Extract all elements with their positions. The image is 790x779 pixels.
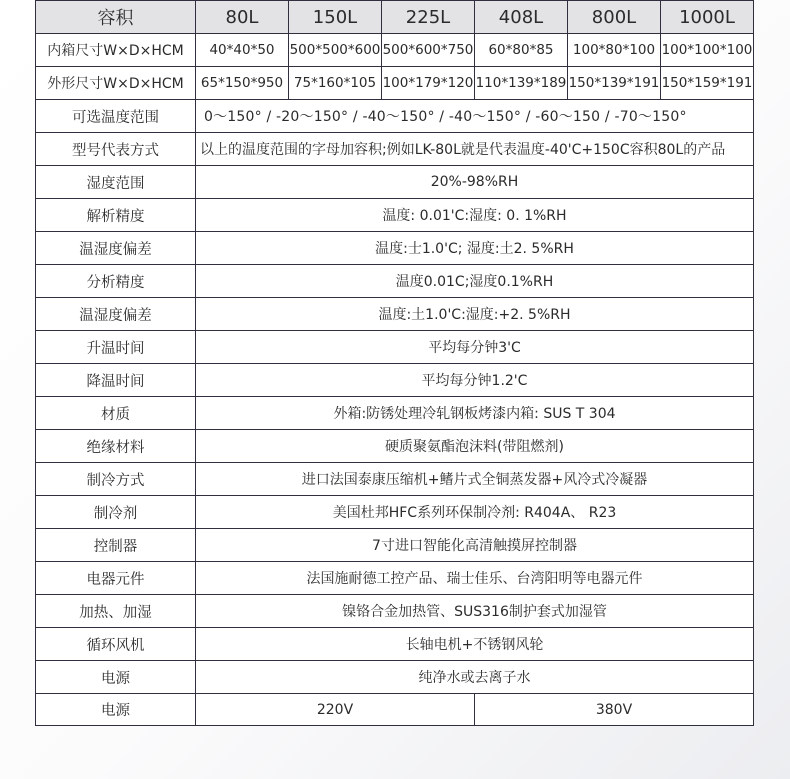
row-label: 型号代表方式: [36, 133, 196, 166]
table-cell: 40*40*50: [196, 34, 289, 67]
table-row: [36, 199, 754, 232]
row-label: 可选温度范围: [36, 100, 196, 133]
row-label: 控制器: [36, 529, 196, 562]
inner-size-row: [36, 34, 754, 67]
row-label: 材质: [36, 397, 196, 430]
table-cell: 0～150° / -20～150° / -40～150° / -40～150° / -60～150 / -70～150°: [196, 100, 754, 133]
table-cell: 长轴电机+不锈钢风轮: [196, 628, 754, 661]
row-label: 温湿度偏差: [36, 298, 196, 331]
row-label: 电源: [36, 694, 196, 726]
header-col: 800L: [568, 1, 661, 34]
table-cell: 法国施耐德工控产品、瑞士佳乐、台湾阳明等电器元件: [196, 562, 754, 595]
header-col: 1000L: [661, 1, 754, 34]
table-cell: 镍铬合金加热管、SUS316制护套式加湿管: [196, 595, 754, 628]
table-cell: 进口法国泰康压缩机+鳍片式全铜蒸发器+风冷式冷凝器: [196, 463, 754, 496]
header-col: 80L: [196, 1, 289, 34]
table-cell: 温度:士1.0'C; 湿度:土2. 5%RH: [196, 232, 754, 265]
table-row: [36, 595, 754, 628]
table-row: [36, 364, 754, 397]
table-cell: 以上的温度范围的字母加容积;例如LK-80L就是代表温度-40'C+150C容积80L的产品: [196, 133, 754, 166]
table-cell: 硬质聚氨酯泡沫料(带阻燃剂): [196, 430, 754, 463]
temp-range-row: [36, 100, 754, 133]
header-col: 225L: [382, 1, 475, 34]
row-label: 内箱尺寸W×D×HCM: [36, 34, 196, 67]
table-cell: 500*600*750: [382, 34, 475, 67]
table-cell: 平均每分钟3'C: [196, 331, 754, 364]
row-label: 湿度范围: [36, 166, 196, 199]
table-cell: 温度: 0.01'C:湿度: 0. 1%RH: [196, 199, 754, 232]
row-label: 分析精度: [36, 265, 196, 298]
header-row: [36, 1, 754, 34]
row-label: 循环风机: [36, 628, 196, 661]
table-row: [36, 331, 754, 364]
table-cell: 温度0.01C;湿度0.1%RH: [196, 265, 754, 298]
row-label: 制冷方式: [36, 463, 196, 496]
table-row: [36, 529, 754, 562]
header-label: 容积: [36, 1, 196, 34]
table-row: [36, 661, 754, 694]
table-row: [36, 397, 754, 430]
table-cell: 100*100*100: [661, 34, 754, 67]
table-row: [36, 463, 754, 496]
table-cell: 150*159*191: [661, 67, 754, 100]
table-cell: 外箱:防锈处理冷轧钢板烤漆内箱: SUS T 304: [196, 397, 754, 430]
row-label: 升温时间: [36, 331, 196, 364]
row-label: 降温时间: [36, 364, 196, 397]
table-cell: 纯净水或去离子水: [196, 661, 754, 694]
table-cell: 150*139*191: [568, 67, 661, 100]
table-cell: 380V: [475, 694, 754, 726]
power-row: [36, 694, 754, 726]
table-row: [36, 496, 754, 529]
table-cell: 100*80*100: [568, 34, 661, 67]
table-row: [36, 298, 754, 331]
table-row: [36, 562, 754, 595]
row-label: 电器元件: [36, 562, 196, 595]
header-col: 150L: [289, 1, 382, 34]
row-label: 解析精度: [36, 199, 196, 232]
row-label: 绝缘材料: [36, 430, 196, 463]
row-label: 电源: [36, 661, 196, 694]
spec-table: [35, 0, 754, 726]
table-row: [36, 166, 754, 199]
table-cell: 110*139*189: [475, 67, 568, 100]
table-cell: 美国杜邦HFC系列环保制冷剂: R404A、 R23: [196, 496, 754, 529]
table-cell: 60*80*85: [475, 34, 568, 67]
table-cell: 220V: [196, 694, 475, 726]
table-row: [36, 232, 754, 265]
row-label: 温湿度偏差: [36, 232, 196, 265]
outer-size-row: [36, 67, 754, 100]
table-cell: 100*179*120: [382, 67, 475, 100]
table-cell: 7寸进口智能化高清触摸屏控制器: [196, 529, 754, 562]
model-rule-row: [36, 133, 754, 166]
table-cell: 65*150*950: [196, 67, 289, 100]
table-cell: 20%-98%RH: [196, 166, 754, 199]
table-cell: 温度:土1.0'C:湿度:+2. 5%RH: [196, 298, 754, 331]
table-row: [36, 265, 754, 298]
header-col: 408L: [475, 1, 568, 34]
row-label: 外形尺寸W×D×HCM: [36, 67, 196, 100]
table-row: [36, 628, 754, 661]
row-label: 制冷剂: [36, 496, 196, 529]
table-cell: 500*500*600: [289, 34, 382, 67]
spec-table-container: [35, 0, 754, 726]
table-row: [36, 430, 754, 463]
table-cell: 平均每分钟1.2'C: [196, 364, 754, 397]
row-label: 加热、加湿: [36, 595, 196, 628]
table-cell: 75*160*105: [289, 67, 382, 100]
